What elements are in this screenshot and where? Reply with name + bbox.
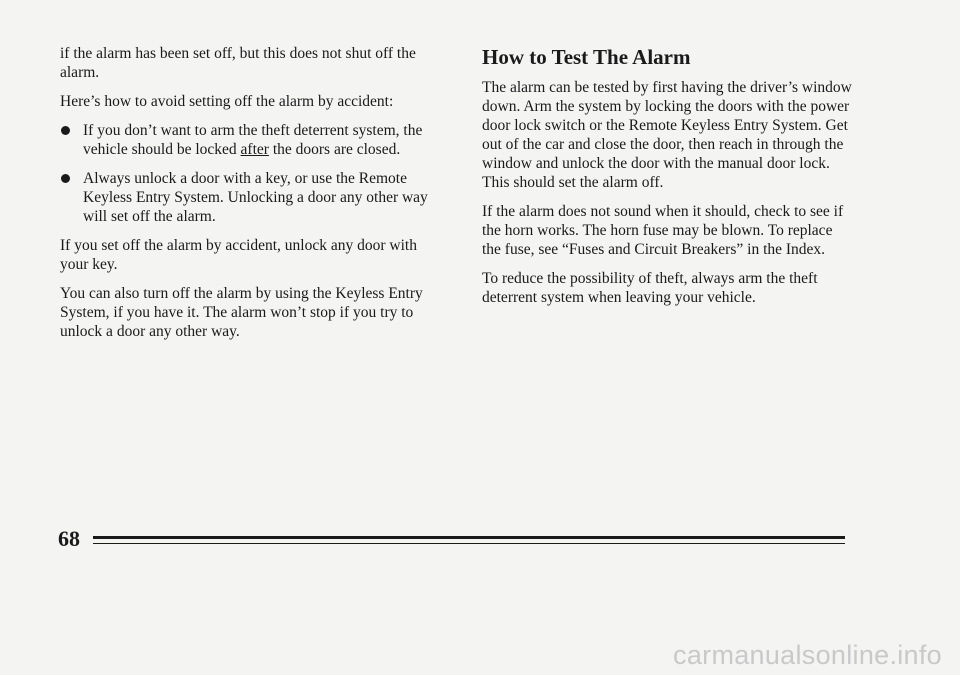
left-column — [60, 44, 440, 351]
footer-rule-thin — [93, 543, 845, 544]
list-item — [60, 169, 440, 226]
intro-paragraph: if the alarm has been set off, but this does not shut off the alarm. — [60, 45, 416, 81]
page-number: 68 — [58, 526, 80, 551]
test-paragraph: The alarm can be tested by first having the driver’s window down. Arm the system by locking the doors with the power door lock switch or the Remote Keyless Entry System. Get out of the car and close the door, then reach in through the window and unlock the door with the manual door lock. This should set the alarm off. — [482, 79, 852, 191]
accident-paragraph: If you set off the alarm by accident, unlock any door with your key. — [60, 237, 417, 273]
watermark-text: carmanualsonline.info — [673, 640, 942, 670]
bullet-icon — [61, 174, 70, 183]
list-item — [60, 121, 440, 159]
underlined-word: after — [240, 141, 269, 158]
footer-rule-thick — [93, 536, 845, 539]
bullet-text: Always unlock a door with a key, or use the Remote Keyless Entry System. Unlocking a door any other way will set off the alarm. — [83, 170, 428, 225]
avoid-heading: Here’s how to avoid setting off the alarm by accident: — [60, 93, 394, 110]
right-column — [482, 44, 852, 317]
horn-paragraph: If the alarm does not sound when it should, check to see if the horn works. The horn fuse may be blown. To replace the fuse, see “Fuses and Circuit Breakers” in the Index. — [482, 203, 844, 258]
section-heading: How to Test The Alarm — [482, 45, 691, 69]
reduce-paragraph: To reduce the possibility of theft, always arm the theft deterrent system when leaving your vehicle. — [482, 270, 818, 306]
keyless-paragraph: You can also turn off the alarm by using the Keyless Entry System, if you have it. The alarm won’t stop if you try to unlock a door any other way. — [60, 285, 423, 340]
bullet-text-start: If you don’t want to arm the theft deterrent system, the vehicle should be locked — [83, 122, 423, 158]
bullet-icon — [61, 126, 70, 135]
bullet-text-end: the doors are closed. — [268, 141, 401, 158]
avoid-list — [60, 121, 440, 226]
